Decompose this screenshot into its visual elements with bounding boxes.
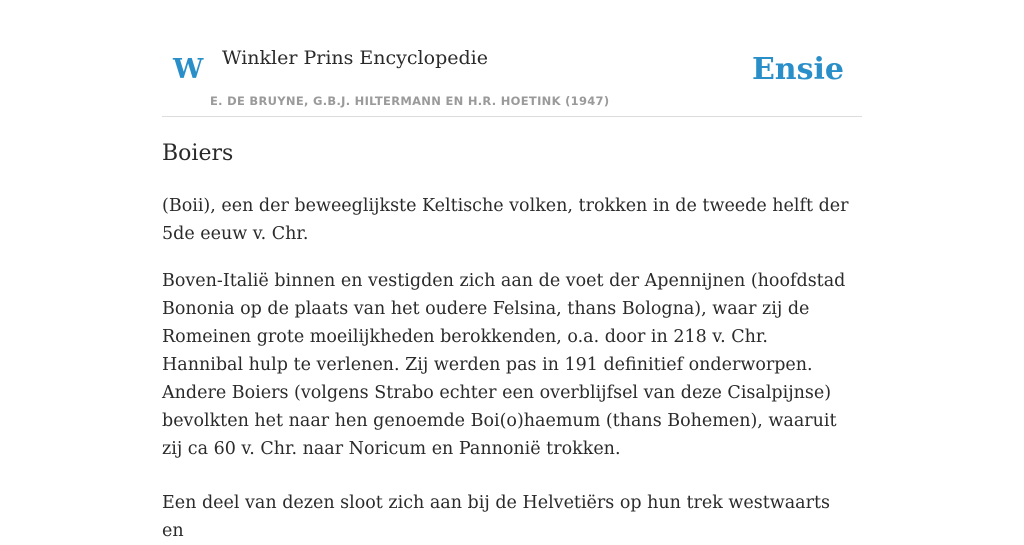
header — [162, 0, 862, 117]
paragraph: (Boii), een der beweeglijkste Keltische volken, trokken in de tweede helft der 5de eeuw v. Chr. — [162, 196, 849, 244]
source-title[interactable]: Winkler Prins Encyclopedie — [222, 47, 488, 69]
entry-content — [162, 136, 852, 545]
paragraph: Een deel van dezen sloot zich aan bij de Helvetiërs op hun trek westwaarts en — [162, 493, 830, 541]
entry-title: Boiers — [162, 141, 234, 166]
source-authors: E. DE BRUYNE, G.B.J. HILTERMANN EN H.R. HOETINK (1947) — [210, 94, 610, 108]
source-logo[interactable]: W — [173, 54, 204, 85]
paragraph: Boven-Italië binnen en vestigden zich aan de voet der Apennijnen (hoofdstad Bononia op de plaats van het oudere Felsina, thans Bologna), waar zij de Romeinen grote moeilijkheden berokkenden, o.a. door in 218 v. Chr. Hannibal hulp te verlenen. Zij werden pas in 191 definitief onderworpen. Andere Boiers (volgens Strabo echter een overblijfsel van deze Cisalpijnse) bevolkten het naar hen genoemde Boi(o)haemum (thans Bohemen), waaruit zij ca 60 v. Chr. naar Noricum en Pannonië trokken. — [162, 271, 846, 459]
brand-logo[interactable]: Ensie — [751, 52, 844, 87]
